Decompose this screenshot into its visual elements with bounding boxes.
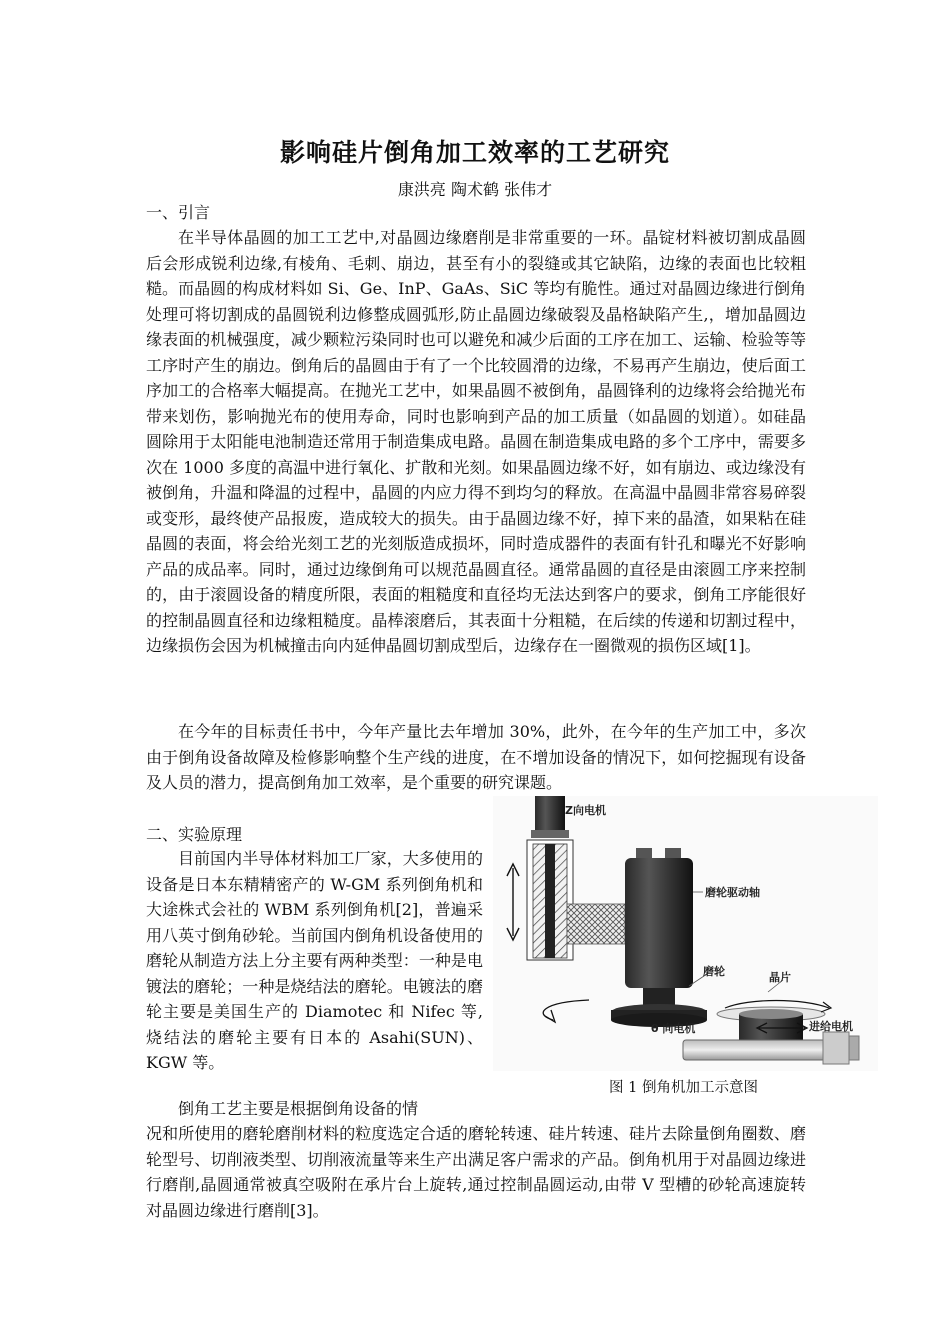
section1-heading: 一、引言 [146,203,211,222]
section2-paragraph-2-first-line: 倒角工艺主要是根据倒角设备的情 [178,1099,419,1118]
section2-heading: 二、实验原理 [146,825,243,844]
section1-paragraph-1: 在半导体晶圆的加工工艺中,对晶圆边缘磨削是非常重要的一环。晶锭材料被切割成晶圆后会形成锐利边缘,有棱角、毛刺、崩边，甚至有小的裂缝或其它缺陷，边缘的表面也比较粗糙。而晶圆的构成材料如 Si、Ge、InP、GaAs、SiC 等均有脆性。通过对晶圆边缘进行倒角处理可将切割成的晶圆锐利边修整成圆弧形,防止晶圆边缘破裂及晶格缺陷产生,，增加晶圆边缘表面的机械强度，减少颗粒污染同时也可以避免和减少后面的工序在加工、运输、检验等等工序时产生的崩边。倒角后的晶圆由于有了一个比较圆滑的边缘，不易再产生崩边，使后面工序加工的合格率大幅提高。在抛光工艺中，如果晶圆不被倒角，晶圆锋利的边缘将会给抛光布带来划伤，影响抛光布的使用寿命，同时也影响到产品的加工质量（如晶圆的划道）。如硅晶圆除用于太阳能电池制造还常用于制造集成电路。晶圆在制造集成电路的多个工序中，需要多次在 1000 多度的高温中进行氧化、扩散和光刻。如果晶圆边缘不好，如有崩边、或边缘没有被倒角，升温和降温的过程中，晶圆的内应力得不到均匀的释放。在高温中晶圆非常容易碎裂或变形，最终使产品报废，造成较大的损失。由于晶圆边缘不好，掉下来的晶渣，如果粘在硅晶圆的表面，将会给光刻工艺的光刻版造成损坏，同时造成器件的表面有针孔和曝光不好影响产品的成品率。同时，通过边缘倒角可以规范晶圆直径。通常晶圆的直径是由滚圆工序来控制的，由于滚圆设备的精度所限，表面的粗糙度和直径均无法达到客户的要求，倒角工序能很好的控制晶圆直径和边缘粗糙度。晶棒滚磨后，其表面十分粗糙，在后续的传递和切割过程中，边缘损伤会因为机械撞击向内延伸晶圆切割成型后，边缘存在一圈微观的损伤区域[1]。 [146,228,806,655]
section1-paragraph-2: 在今年的目标责任书中，今年产量比去年增加 30%，此外，在今年的生产加工中，多次由于倒角设备故障及检修影响整个生产线的进度，在不增加设备的情况下，如何挖掘现有设备及人员的潜力，提高倒角加工效率，是个重要的研究课题。 [146,722,806,792]
z-motor-body [535,796,565,830]
figure-caption: 图 1 倒角机加工示意图 [609,1080,758,1096]
label-wafer: 晶片 [769,971,791,984]
paper-authors: 康洪亮 陶术鹤 张伟才 [397,180,553,199]
grinding-wheel-spindle [625,858,693,988]
label-feed-motor: 进给电机 [809,1020,853,1033]
figure-chamfering-machine [493,796,878,1071]
label-theta-motor: θ 向电机 [651,1022,696,1035]
section2-paragraph-1: 目前国内半导体材料加工厂家，大多使用的设备是日本东精精密产的 W-GM 系列倒角机和大途株式会社的 WBM 系列倒角机[2]，普遍采用八英寸倒角砂轮。当前国内倒角机设备使用的磨轮从制造方法上分主要有两种类型：一种是电镀法的磨轮；一种是烧结法的磨轮。电镀法的磨轮主要是美国生产的 Diamotec 和 Nifec 等,烧结法的磨轮主要有日本的 Asahi(SUN)、KGW 等。 [146,849,483,1072]
label-spindle: 磨轮驱动轴 [705,886,760,899]
section2-paragraph-2-continued: 况和所使用的磨轮磨削材料的粒度选定合适的磨轮转速、硅片转速、硅片去除量倒角圈数、磨轮型号、切削液类型、切削液流量等来生产出满足客户需求的产品。倒角机用于对晶圆边缘进行磨削,晶圆通常被真空吸附在承片台上旋转,通过控制晶圆运动,由带 V 型槽的砂轮高速旋转对晶圆边缘进行磨削[3]。 [146,1124,806,1220]
paper-title: 影响硅片倒角加工效率的工艺研究 [279,138,670,167]
label-wheel: 磨轮 [703,965,725,978]
label-z-motor: Z向电机 [565,804,606,817]
